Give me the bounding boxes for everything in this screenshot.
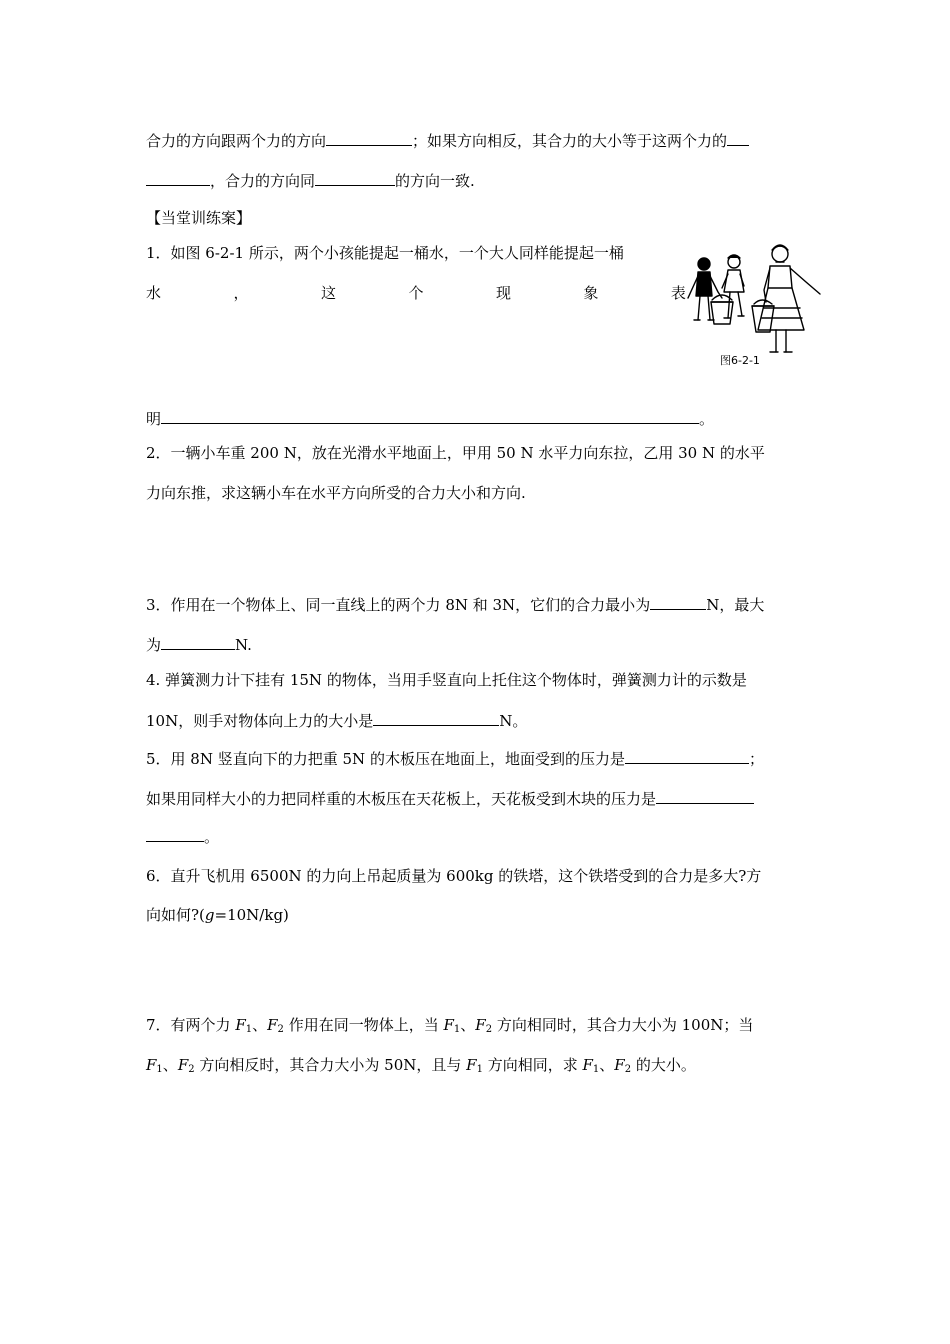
blank-3[interactable]	[315, 170, 395, 186]
force-symbol: F	[475, 1016, 486, 1034]
separator: 、	[599, 1056, 615, 1074]
q6-line-1: 6．直升飞机用 6500N 的力向上吊起质量为 600kg 的铁塔，这个铁塔受到的合力是多大?方	[146, 867, 762, 885]
q1-char: 这	[320, 284, 336, 302]
blank-q3-max[interactable]	[161, 634, 235, 650]
subscript: 2	[277, 1024, 284, 1035]
blank-q3-min[interactable]	[650, 594, 706, 610]
intro-text: ，合力的方向同	[210, 172, 316, 190]
blank-2-cont[interactable]	[146, 170, 210, 186]
subscript: 2	[624, 1064, 632, 1075]
q7-text: 方向相同，求	[482, 1056, 583, 1074]
section-title: 【当堂训练案】	[146, 209, 252, 227]
q1-char: 个	[408, 284, 424, 302]
q7-text: 的大小。	[631, 1056, 696, 1074]
q7-text: 方向相同时，其合力大小为 100N；当	[492, 1016, 754, 1034]
q4-text: 10N，则手对物体向上力的大小是	[146, 712, 374, 730]
force-symbol: F	[443, 1016, 454, 1034]
blank-q5-ceiling[interactable]	[656, 788, 754, 804]
q5-text: 5．用 8N 竖直向下的力把重 5N 的木板压在地面上，地面受到的压力是	[146, 750, 625, 768]
q5-text: 如果用同样大小的力把同样重的木板压在天花板上，天花板受到木块的压力是	[146, 790, 657, 808]
q1-char: 表	[670, 284, 686, 302]
q2-line-1: 2．一辆小车重 200 N，放在光滑水平地面上，甲用 50 N 水平力向东拉，乙用 30 N 的水平	[146, 444, 765, 462]
subscript: 1	[476, 1064, 483, 1075]
intro-text: 合力的方向跟两个力的方向	[146, 132, 327, 150]
intro-text: ；如果方向相反，其合力的大小等于这两个力的	[412, 132, 728, 150]
q7-text: 7．有两个力	[146, 1016, 236, 1034]
q3-text: 3．作用在一个物体上、同一直线上的两个力 8N 和 3N，它们的合力最小为	[146, 596, 651, 614]
q4-text: N。	[499, 712, 528, 730]
q6-text: =10N/kg)	[214, 906, 289, 924]
q6-line-2	[146, 905, 289, 925]
q1-line-2	[146, 283, 686, 303]
figure-children-adult-water-buckets	[680, 238, 825, 373]
subscript: 1	[156, 1064, 163, 1075]
force-symbol: F	[146, 1056, 157, 1074]
separator: 、	[460, 1016, 476, 1034]
q1-char: ，	[233, 284, 249, 302]
q3-line-2	[146, 634, 252, 655]
intro-line-1	[146, 130, 749, 151]
force-symbol: F	[582, 1056, 593, 1074]
q5-text: ；	[748, 750, 764, 768]
q1-line-3	[146, 408, 714, 429]
intro-line-2	[146, 170, 475, 191]
intro-text: 的方向一致.	[395, 172, 475, 190]
subscript: 1	[245, 1024, 253, 1035]
q7-line-1	[146, 1015, 753, 1035]
force-symbol: F	[614, 1056, 625, 1074]
blank-q1[interactable]	[161, 408, 699, 424]
q5-line-2	[146, 788, 754, 809]
q4-line-1: 4. 弹簧测力计下挂有 15N 的物体，当用手竖直向上托住这个物体时，弹簧测力计的示数是	[146, 671, 747, 689]
blank-1[interactable]	[326, 130, 412, 146]
gravity-symbol: g	[204, 906, 215, 924]
q1-text: 明	[146, 410, 162, 428]
q3-text: N.	[235, 636, 252, 654]
q1-text: 。	[699, 410, 715, 428]
force-symbol: F	[177, 1056, 189, 1074]
q1-line-1: 1．如图 6-2-1 所示，两个小孩能提起一桶水，一个大人同样能提起一桶	[146, 244, 624, 262]
q5-text: 。	[204, 828, 220, 846]
blank-2[interactable]	[727, 130, 749, 146]
q1-char: 水	[146, 284, 162, 302]
q5-line-3	[146, 826, 219, 847]
q1-char: 现	[495, 284, 511, 302]
blank-q5-ceiling-cont[interactable]	[146, 826, 204, 842]
q5-line-1	[146, 748, 764, 769]
force-symbol: F	[235, 1016, 246, 1034]
q2-line-2: 力向东推，求这辆小车在水平方向所受的合力大小和方向.	[146, 484, 526, 502]
separator: 、	[252, 1016, 268, 1034]
q7-text: 作用在同一物体上，当	[283, 1016, 444, 1034]
q3-text: 为	[146, 636, 162, 654]
subscript: 1	[453, 1024, 461, 1035]
subscript: 2	[485, 1024, 493, 1035]
q3-text: N，最大	[706, 596, 765, 614]
subscript: 1	[592, 1064, 600, 1075]
force-symbol: F	[267, 1016, 278, 1034]
separator: 、	[162, 1056, 178, 1074]
q3-line-1	[146, 594, 764, 615]
q4-line-2	[146, 710, 527, 731]
blank-q5-ground[interactable]	[625, 748, 749, 764]
subscript: 2	[188, 1064, 195, 1075]
figure-caption: 图6-2-1	[720, 354, 760, 367]
q7-text: 方向相反时，其合力大小为 50N，且与	[194, 1056, 467, 1074]
blank-q4[interactable]	[373, 710, 499, 726]
q1-char: 象	[583, 284, 599, 302]
q6-text: 向如何?(	[146, 906, 205, 924]
force-symbol: F	[466, 1056, 477, 1074]
q7-line-2	[146, 1055, 696, 1075]
